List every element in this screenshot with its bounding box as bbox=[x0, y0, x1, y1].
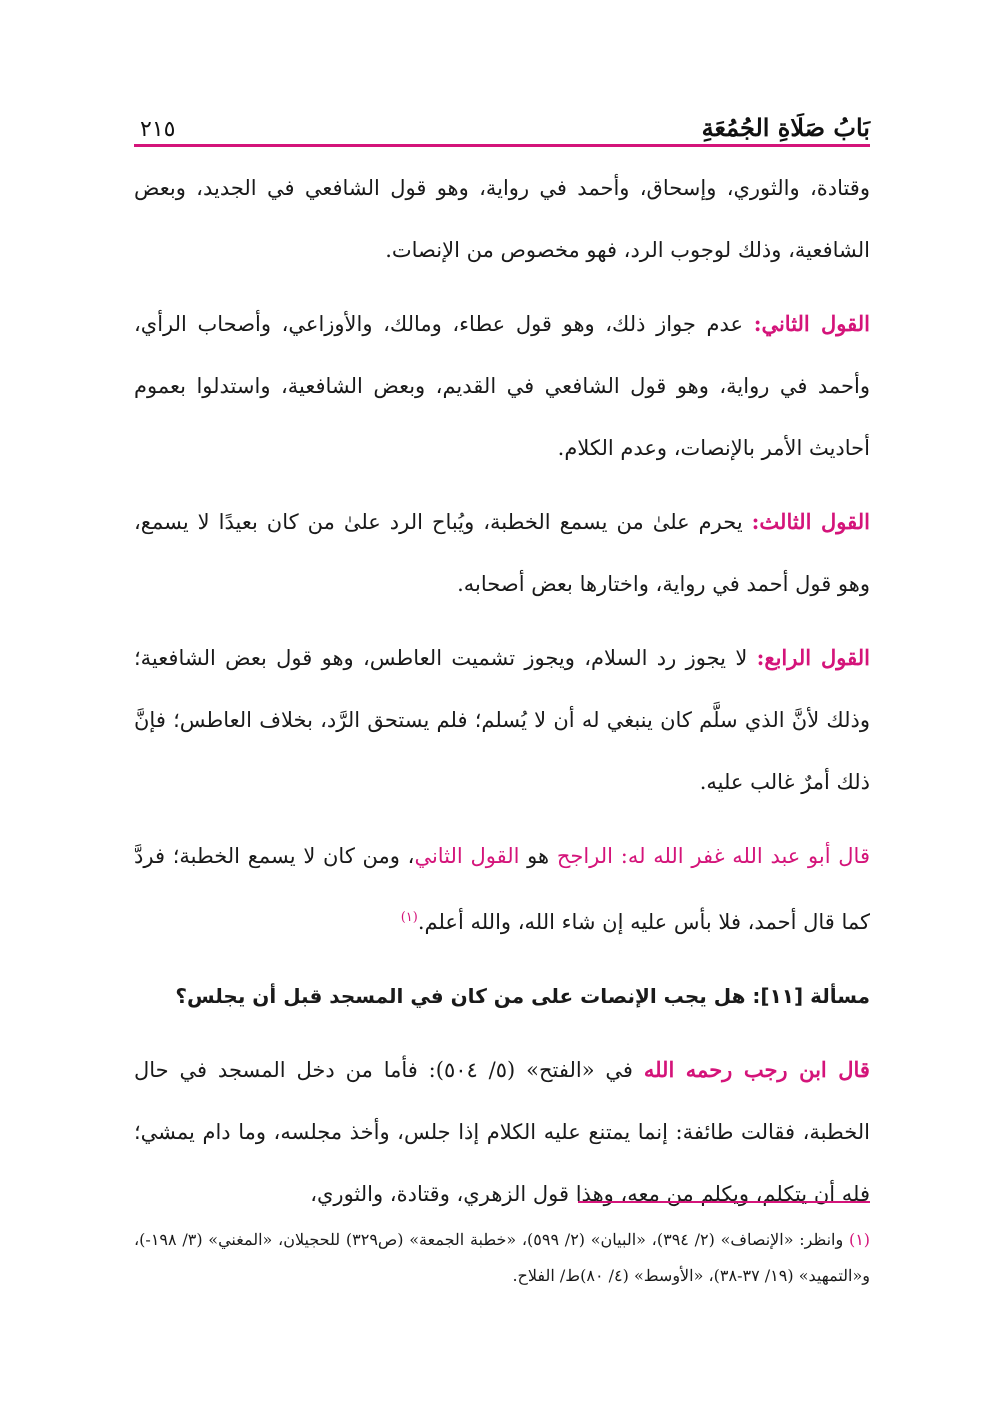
second-opinion-ref: القول الثاني bbox=[414, 844, 520, 868]
author-label: قال أبو عبد الله غفر الله له: bbox=[620, 844, 870, 868]
page-header bbox=[134, 100, 870, 147]
paragraph-2-text: عدم جواز ذلك، وهو قول عطاء، ومالك، والأوزاعي، وأصحاب الرأي، وأحمد في رواية، وهو قول الشافعي في القديم، وبعض الشافعية، واستدلوا بعموم أحاديث الأمر بالإنصات، وعدم الكلام. bbox=[134, 312, 870, 460]
footnote-divider bbox=[578, 1201, 870, 1203]
text-fragment: هو bbox=[519, 844, 557, 868]
page bbox=[134, 100, 870, 1225]
footnotes bbox=[134, 1222, 870, 1294]
preferred-label: الراجح bbox=[556, 844, 614, 868]
footnote-number: (١) bbox=[848, 1230, 871, 1249]
paragraph-4-text: لا يجوز رد السلام، ويجوز تشميت العاطس، وهو قول بعض الشافعية؛ وذلك لأنَّ الذي سلَّم كان ينبغي له أن لا يُسلم؛ فلم يستحق الرَّد، بخلاف العاطس؛ فإنَّ ذلك أمرٌ غالب عليه. bbox=[134, 646, 870, 794]
paragraph-4 bbox=[134, 627, 870, 813]
footnote-text: وانظر: «الإنصاف» (٢/ ٣٩٤)، «البيان» (٢/ ٥٩٩)، «خطبة الجمعة» (ص٣٢٩) للحجيلان، «المغني» (٣/ ١٩٨-)، و«التمهيد» (١٩/ ٣٧-٣٨)، «الأوسط» (٤/ ٨٠)ط/ الفلاح. bbox=[134, 1230, 870, 1285]
opinion-3-label: القول الثالث: bbox=[751, 509, 870, 534]
paragraph-5 bbox=[134, 825, 870, 953]
opinion-4-label: القول الرابع: bbox=[756, 645, 870, 670]
quote-source-label: قال ابن رجب رحمه الله bbox=[643, 1057, 870, 1082]
footnote-ref[interactable]: (١) bbox=[400, 910, 418, 925]
opinion-2-label: القول الثاني: bbox=[753, 311, 870, 336]
paragraph-6 bbox=[134, 1039, 870, 1225]
body-text bbox=[134, 157, 870, 1225]
paragraph-3-text: يحرم علىٰ من يسمع الخطبة، ويُباح الرد علىٰ من كان بعيدًا لا يسمع، وهو قول أحمد في رواية، واختارها بعض أصحابه. bbox=[134, 510, 870, 596]
space bbox=[613, 844, 621, 868]
paragraph-3 bbox=[134, 491, 870, 615]
page-number: ٢١٥ bbox=[140, 117, 176, 142]
chapter-title: بَابُ صَلَاةِ الجُمُعَةِ bbox=[701, 113, 870, 142]
paragraph-6-text: في «الفتح» (٥/ ٥٠٤): فأما من دخل المسجد في حال الخطبة، فقالت طائفة: إنما يمتنع عليه الكلام إذا جلس، وأخذ مجلسه، وما دام يمشي؛ فله أن يتكلم، ويكلم من معه، وهذا قول الزهري، وقتادة، والثوري، bbox=[134, 1058, 870, 1206]
paragraph-1: وقتادة، والثوري، وإسحاق، وأحمد في رواية، وهو قول الشافعي في الجديد، وبعض الشافعية، وذلك لوجوب الرد، فهو مخصوص من الإنصات. bbox=[134, 176, 870, 262]
issue-heading: مسألة [١١]: هل يجب الإنصات على من كان في المسجد قبل أن يجلس؟ bbox=[175, 984, 870, 1008]
paragraph-5-text: ، ومن كان لا يسمع الخطبة؛ فردَّ كما قال أحمد، فلا بأس عليه إن شاء الله، والله أعلم. bbox=[134, 844, 870, 934]
paragraph-2 bbox=[134, 293, 870, 479]
